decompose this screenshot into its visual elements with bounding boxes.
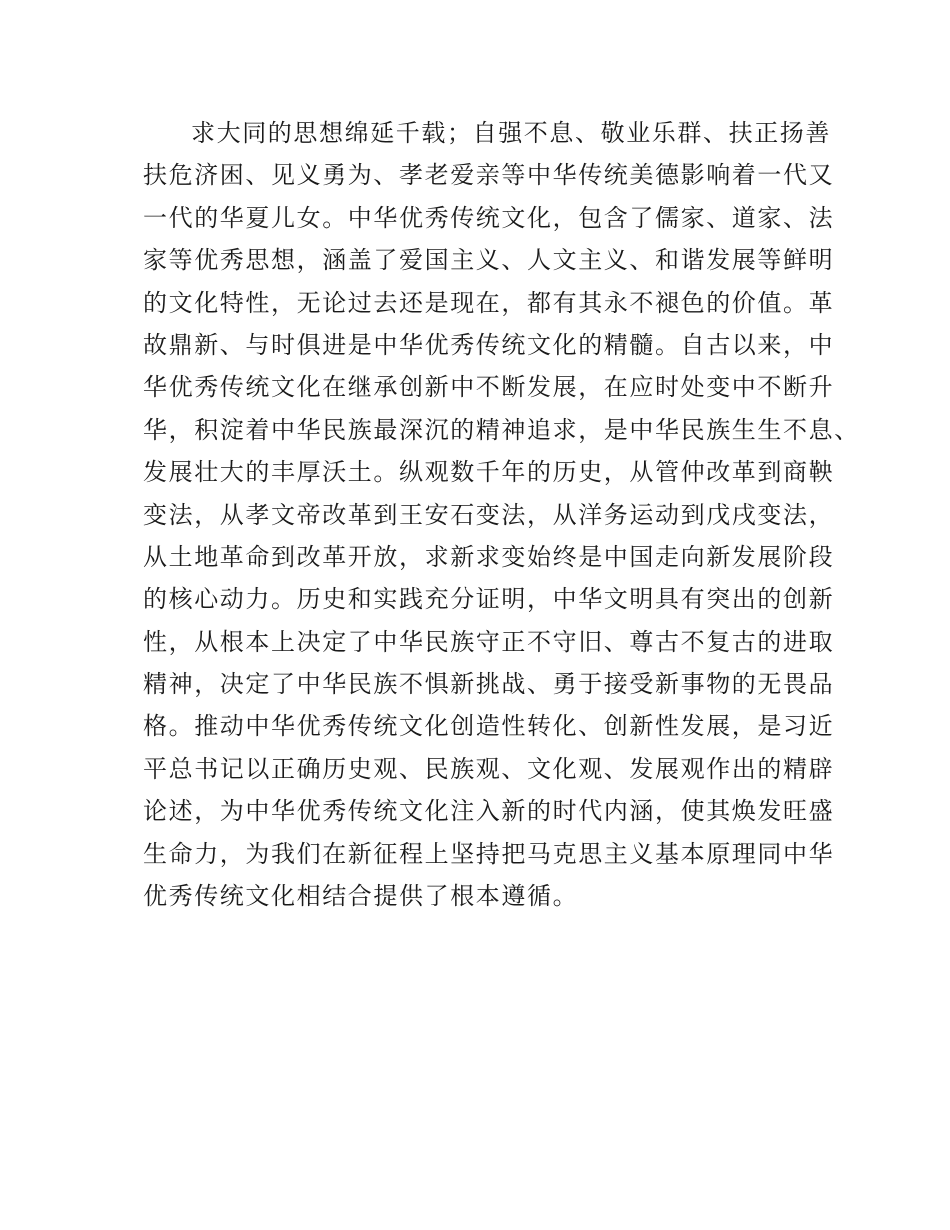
paragraph-line: 华优秀传统文化在继承创新中不断发展，在应时处变中不断升 (143, 373, 835, 402)
paragraph-line: 的文化特性，无论过去还是现在，都有其永不褪色的价值。革 (143, 288, 835, 317)
paragraph-line: 生命力，为我们在新征程上坚持把马克思主义基本原理同中华 (143, 839, 835, 868)
body-paragraph (143, 112, 860, 917)
paragraph-line: 格。推动中华优秀传统文化创造性转化、创新性发展，是习近 (143, 712, 835, 741)
paragraph-line: 发展壮大的丰厚沃土。纵观数千年的历史，从管仲改革到商鞅 (143, 458, 835, 487)
paragraph-line: 论述，为中华优秀传统文化注入新的时代内涵，使其焕发旺盛 (143, 797, 835, 826)
paragraph-line: 求大同的思想绵延千载；自强不息、敬业乐群、扶正扬善 (191, 119, 831, 147)
paragraph-line: 一代的华夏儿女。中华优秀传统文化，包含了儒家、道家、法 (143, 203, 835, 232)
paragraph-line: 从土地革命到改革开放，求新求变始终是中国走向新发展阶段 (143, 542, 835, 571)
paragraph-line: 的核心动力。历史和实践充分证明，中华文明具有突出的创新 (143, 585, 835, 614)
paragraph-line: 变法，从孝文帝改革到王安石变法，从洋务运动到戊戌变法， (143, 500, 835, 529)
paragraph-line: 华，积淀着中华民族最深沉的精神追求，是中华民族生生不息、 (143, 415, 860, 444)
paragraph-line: 家等优秀思想，涵盖了爱国主义、人文主义、和谐发展等鲜明 (143, 246, 835, 275)
paragraph-line: 性，从根本上决定了中华民族守正不守旧、尊古不复古的进取 (143, 627, 835, 656)
paragraph-line: 故鼎新、与时俱进是中华优秀传统文化的精髓。自古以来，中 (143, 330, 835, 359)
paragraph-line: 扶危济困、见义勇为、孝老爱亲等中华传统美德影响着一代又 (143, 161, 835, 190)
paragraph-line: 平总书记以正确历史观、民族观、文化观、发展观作出的精辟 (143, 754, 835, 783)
paragraph-line: 优秀传统文化相结合提供了根本遵循。 (143, 882, 579, 911)
paragraph-line: 精神，决定了中华民族不惧新挑战、勇于接受新事物的无畏品 (143, 670, 835, 699)
